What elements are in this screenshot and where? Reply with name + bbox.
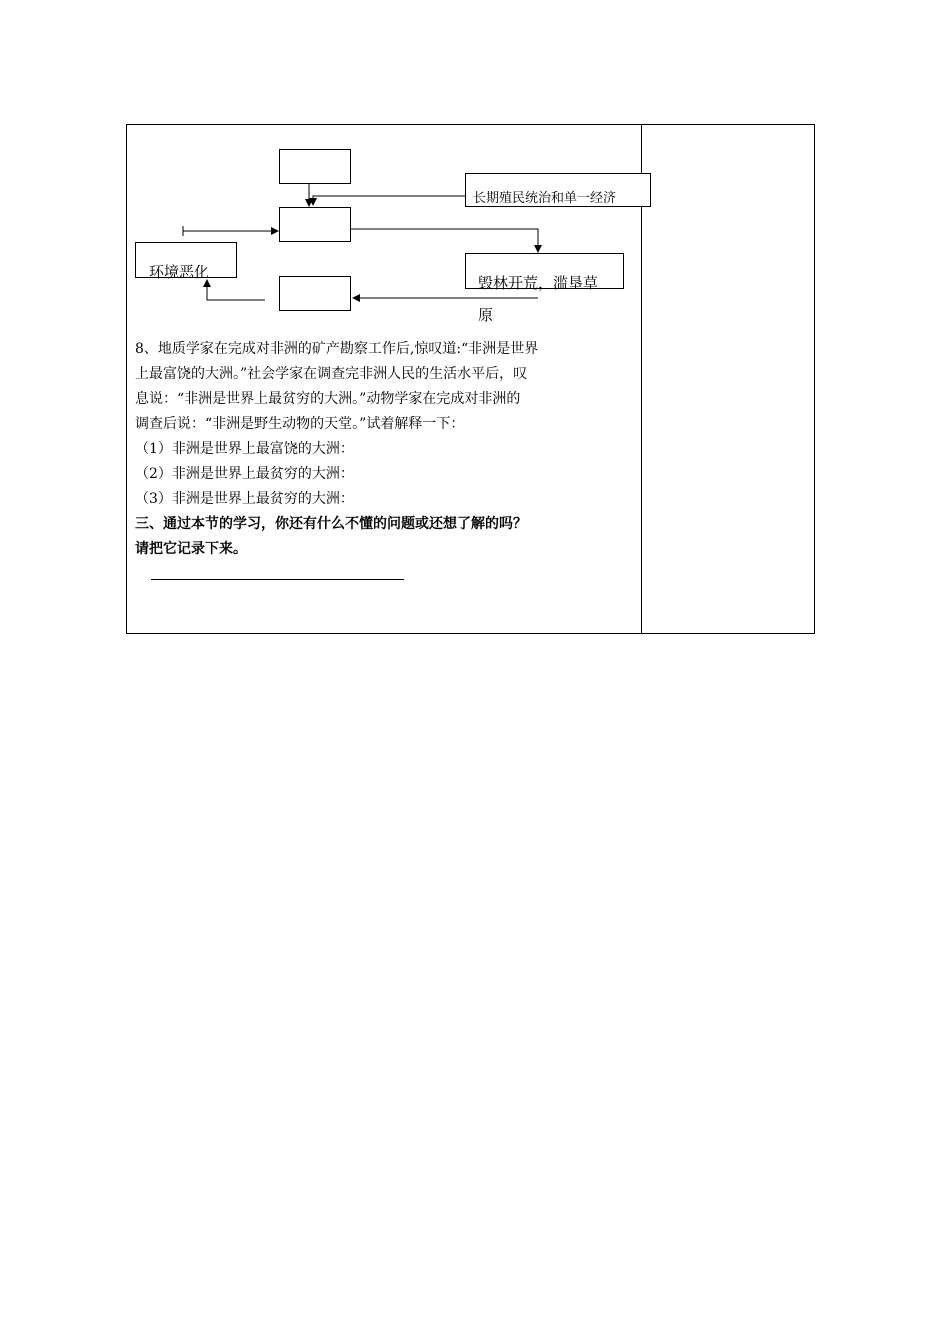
q8-line-2: 上最富饶的大洲。”社会学家在调查完非洲人民的生活水平后，叹 [135,366,528,382]
question-8 [135,337,635,562]
arrow-middle-to-deforestation [351,229,538,252]
arrow-bottom-to-environment [207,280,265,300]
label-deforestation: 毁林开荒，滥垦草 [478,274,599,292]
q8-sub-1: （1）非洲是世界上最富饶的大洲： [135,441,354,457]
section-3-line-1: 三、通过本节的学习，你还有什么不懂的问题或还想了解的吗？ [135,516,527,532]
label-deforestation-cont: 原 [478,306,494,324]
worksheet-table [126,124,815,634]
q8-line-3: 息说：“非洲是世界上最贫穷的大洲。”动物学家在完成对非洲的 [135,391,521,407]
q8-line-4: 调查后说：“非洲是野生动物的天堂。”试着解释一下： [135,416,465,432]
diagram-arrows [127,125,641,335]
answer-blank-line[interactable] [151,579,404,580]
q8-line-1: 8、地质学家在完成对非洲的矿产勘察工作后,惊叹道:“非洲是世界 [135,341,539,357]
q8-sub-2: （2）非洲是世界上最贫穷的大洲： [135,466,354,482]
q8-sub-3: （3）非洲是世界上最贫穷的大洲： [135,491,354,507]
arrow-colonial-to-middle [313,196,465,205]
section-3-line-2: 请把它记录下来。 [135,541,247,557]
label-environment-worsening: 环境恶化 [149,263,210,281]
label-colonial-rule: 长期殖民统治和单一经济 [473,191,617,206]
